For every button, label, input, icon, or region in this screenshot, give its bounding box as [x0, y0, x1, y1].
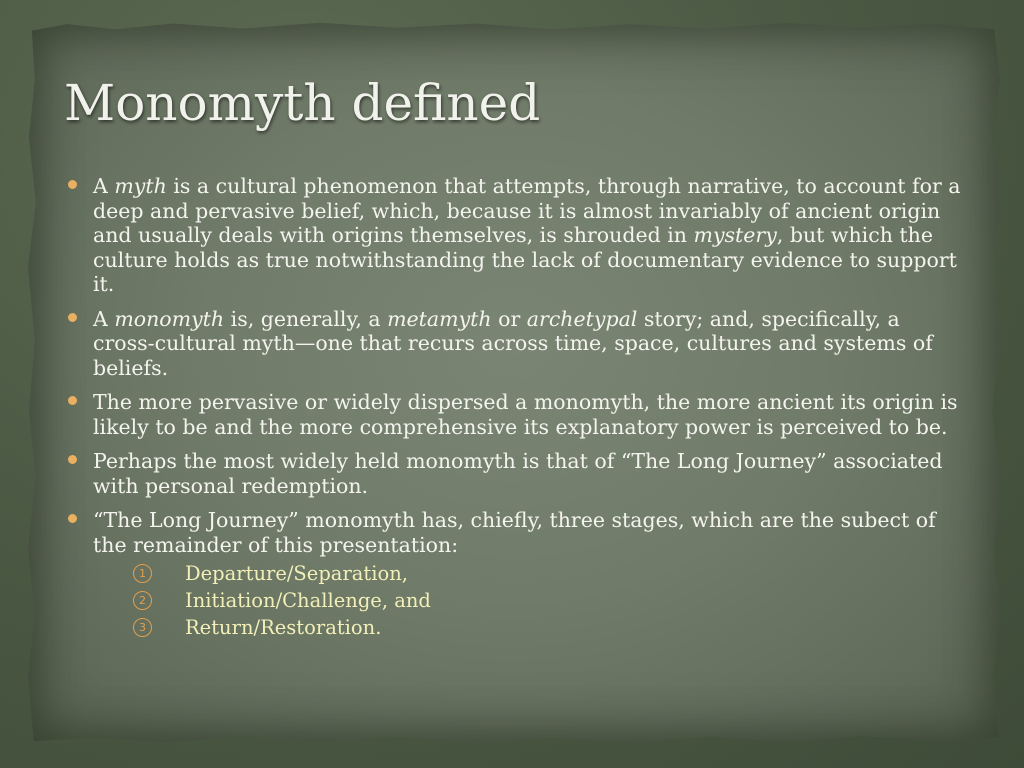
- bullet-three-stages: [62, 508, 962, 641]
- bullet-dot-icon: [68, 180, 77, 189]
- bullet-text: A myth is a cultural phenomenon that attempts, through narrative, to account for a deep and pervasive belief, which, because it is almost invariably of ancient origin and usually deals with origins themselves, is shrouded in mystery, but which the culture holds as true notwithstanding the lack of documentary evidence to support it.: [93, 174, 961, 296]
- bullet-text: A monomyth is, generally, a metamyth or archetypal story; and, specifically, a cross-cultural myth—one that recurs across time, space, cultures and systems of beliefs.: [93, 306, 933, 380]
- circled-number-icon: 3: [133, 618, 152, 637]
- bullet-text: “The Long Journey” monomyth has, chiefly, three stages, which are the subect of the remainder of this presentation:: [93, 508, 936, 557]
- stages-list: [93, 560, 962, 641]
- slide-title: Monomyth defined: [64, 74, 541, 132]
- bullet-text: The more pervasive or widely dispersed a monomyth, the more ancient its origin is likely to be and the more comprehensive its explanatory power is perceived to be.: [93, 390, 958, 439]
- bullet-text: Perhaps the most widely held monomyth is that of “The Long Journey” associated with personal redemption.: [93, 449, 943, 498]
- stage-item: [133, 560, 962, 587]
- stage-item: [133, 587, 962, 614]
- bullet-dot-icon: [68, 514, 77, 523]
- stage-label: Initiation/Challenge, and: [185, 589, 431, 612]
- bullet-long-journey: [62, 449, 962, 498]
- bullet-dot-icon: [68, 455, 77, 464]
- slide-body: [62, 174, 962, 651]
- bullet-dot-icon: [68, 313, 77, 322]
- bullet-monomyth-definition: [62, 307, 962, 381]
- circled-number-icon: 2: [133, 591, 152, 610]
- stage-label: Return/Restoration.: [185, 616, 382, 639]
- bullet-pervasive-monomyth: [62, 390, 962, 439]
- circled-number-icon: 1: [133, 564, 152, 583]
- stage-item: [133, 614, 962, 641]
- bullet-myth-definition: [62, 174, 962, 297]
- stage-label: Departure/Separation,: [185, 562, 408, 585]
- bullet-dot-icon: [68, 396, 77, 405]
